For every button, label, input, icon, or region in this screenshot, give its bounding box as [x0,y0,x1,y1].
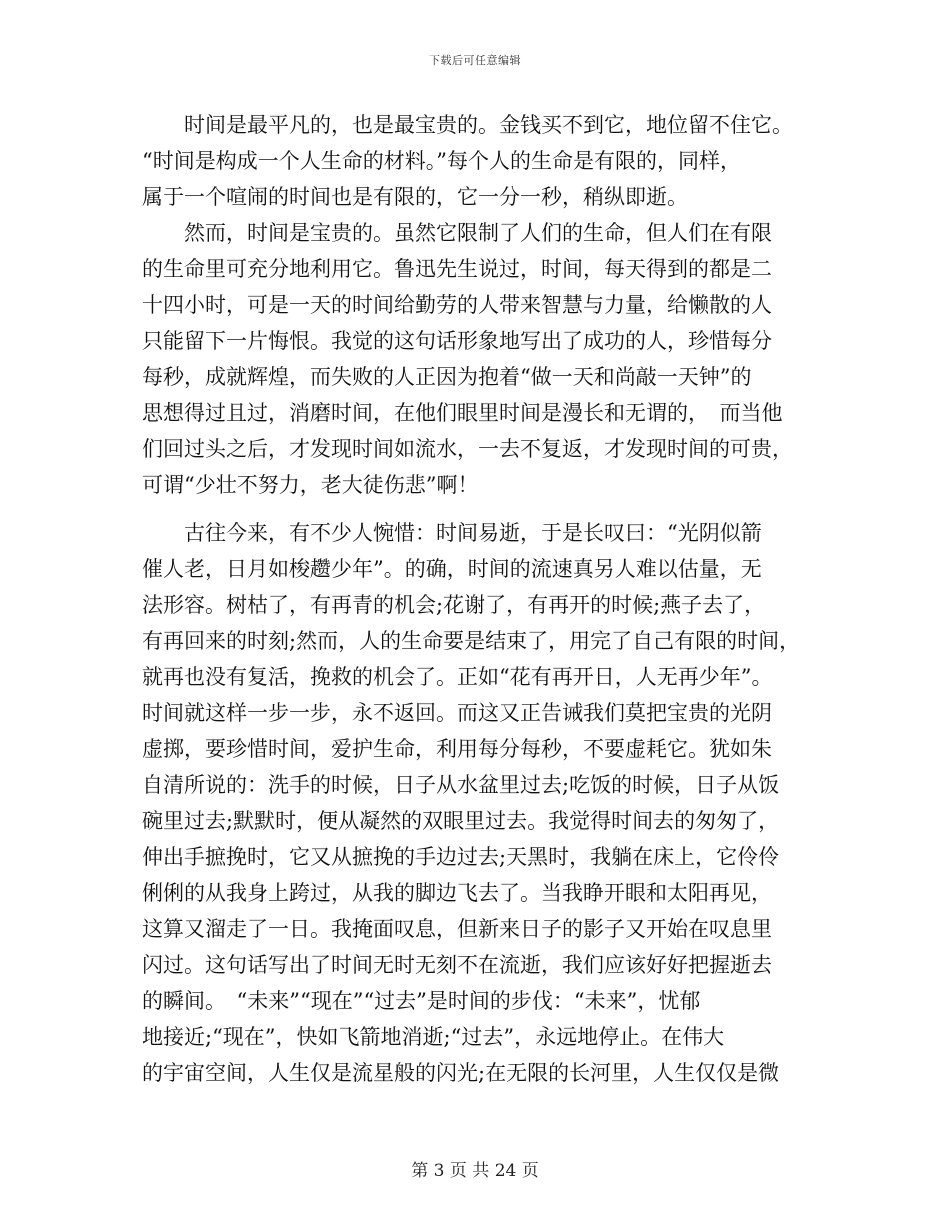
body-line: 就再也没有复活，挽救的机会了。正如“花有再开日，人无再少年”。 [142,665,773,689]
body-line: 催人老，日月如梭趱少年”。的确，时间的流速真另人难以估量，无 [142,557,762,581]
body-line: 只能留下一片悔恨。我觉的这句话形象地写出了成功的人，珍惜每分 [142,329,772,353]
body-line: 的瞬间。 “未来”“现在”“过去”是时间的步伐：“未来”，忧郁 [142,989,701,1013]
body-line: 的宇宙空间，人生仅是流星般的闪光;在无限的长河里，人生仅仅是微 [142,1061,780,1085]
body-line: 碗里过去;默默时，便从凝然的双眼里过去。我觉得时间去的匆匆了， [142,809,780,833]
body-line: 时间就这样一步一步，永不返回。而这又正告诫我们莫把宝贵的光阴 [142,701,772,725]
body-line: 有再回来的时刻;然而，人的生命要是结束了，用完了自己有限的时间， [142,629,801,653]
page-header-note: 下载后可任意编辑 [429,54,521,67]
body-line: 法形容。树枯了，有再青的机会;花谢了，有再开的时候;燕子去了， [142,593,766,617]
body-line: 伸出手摭挽时，它又从摭挽的手边过去;天黑时，我躺在床上，它伶伶 [142,845,780,869]
body-line: 的生命里可充分地利用它。鲁迅先生说过，时间，每天得到的都是二 [142,257,772,281]
body-line: 闪过。这句话写出了时间无时无刻不在流逝，我们应该好好把握逝去 [142,953,772,977]
body-line: 然而，时间是宝贵的。虽然它限制了人们的生命，但人们在有限 [142,221,772,245]
body-line: 自清所说的：洗手的时候，日子从水盆里过去;吃饭的时候，日子从饭 [142,773,780,797]
body-line: 可谓“少壮不努力，老大徒伤悲”啊！ [142,473,479,497]
body-line: 每秒，成就辉煌，而失败的人正因为抱着“做一天和尚敲一天钟”的 [142,365,752,389]
body-line: 古往今来，有不少人惋惜：时间易逝，于是长叹曰：“光阴似箭 [142,521,762,545]
body-line: 时间是最平凡的，也是最宝贵的。金钱买不到它，地位留不住它。 [142,113,793,137]
body-line: 这算又溜走了一日。我掩面叹息，但新来日子的影子又开始在叹息里 [142,917,772,941]
body-line: 属于一个喧闹的时间也是有限的，它一分一秒，稍纵即逝。 [142,185,688,209]
body-line: 们回过头之后，才发现时间如流水，一去不复返，才发现时间的可贵， [142,437,793,461]
body-line: 思想得过且过，消磨时间，在他们眼里时间是漫长和无谓的， 而当他 [142,401,783,425]
body-line: 十四小时，可是一天的时间给勤劳的人带来智慧与力量，给懒散的人 [142,293,772,317]
body-line: 地接近;“现在”，快如飞箭地消逝;“过去”，永远地停止。在伟大 [142,1025,725,1049]
page-number-footer: 第 3 页 共 24 页 [411,1161,539,1181]
body-line: 虚掷，要珍惜时间，爱护生命，利用每分每秒，不要虚耗它。犹如朱 [142,737,772,761]
body-line: 俐俐的从我身上跨过，从我的脚边飞去了。当我睁开眼和太阳再见， [142,881,772,905]
body-line: “时间是构成一个人生命的材料。”每个人的生命是有限的，同样， [142,149,741,173]
